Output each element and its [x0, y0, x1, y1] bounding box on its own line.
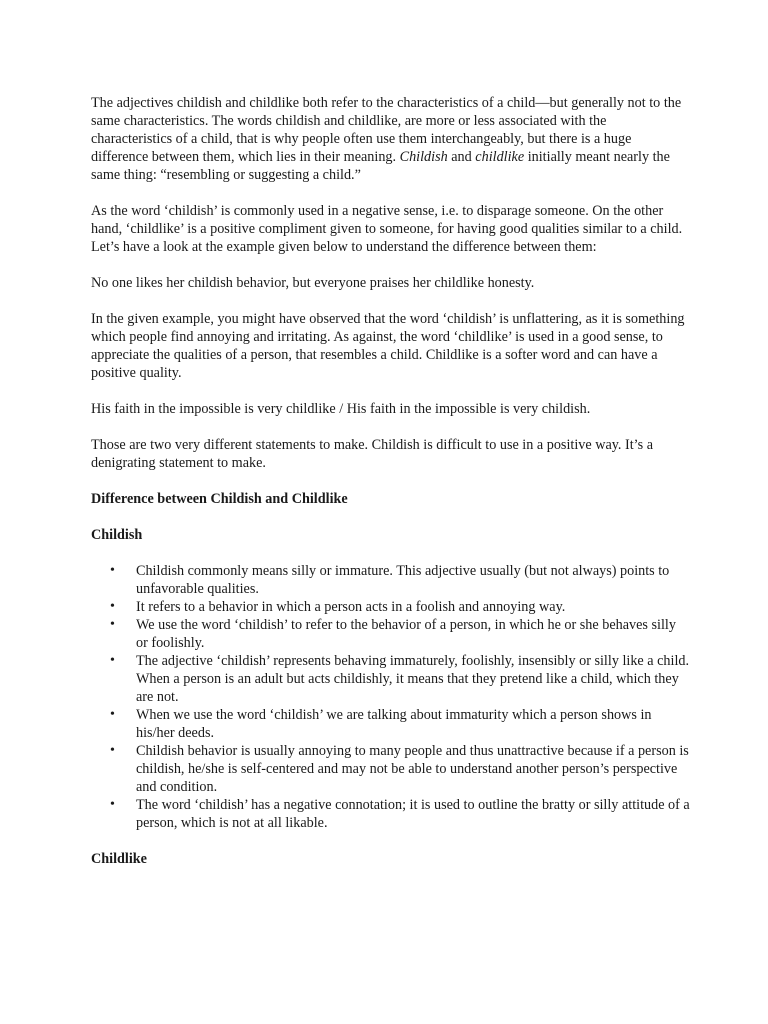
list-item [110, 616, 691, 652]
list-item [110, 652, 691, 706]
bullet-icon: • [110, 563, 115, 578]
intro-text-b: and [447, 149, 476, 165]
list-item [110, 742, 691, 796]
list-item-text: It refers to a behavior in which a person acts in a foolish and annoying way. [136, 599, 566, 615]
bullet-icon: • [110, 653, 115, 668]
list-item [110, 796, 691, 832]
faith-example-sentence: His faith in the impossible is very childlike / His faith in the impossible is very childish. [91, 401, 591, 417]
statement-paragraph: Those are two very different statements to make. Childish is difficult to use in a positive way. It’s a denigrating statement to make. [91, 437, 653, 471]
list-item-text: When we use the word ‘childish’ we are talking about immaturity which a person shows in his/her deeds. [136, 707, 652, 741]
explanation-paragraph: In the given example, you might have observed that the word ‘childish’ is unflattering, as it is something which people find annoying and irritating. As against, the word ‘childlike’ is used in a good sense, to appreciate the qualities of a person, that resembles a child. Childlike is a softer word and can have a positive quality. [91, 311, 685, 381]
bullet-icon: • [110, 743, 115, 758]
list-item-text: Childish behavior is usually annoying to many people and thus unattractive because if a person is childish, he/she is self-centered and may not be able to understand another person’s perspective and condition. [136, 743, 689, 795]
list-item-text: Childish commonly means silly or immature. This adjective usually (but not always) points to unfavorable qualities. [136, 563, 670, 597]
intro-text-c: initially meant nearly the same thing: “resembling or suggesting a child.” [91, 149, 670, 183]
bullet-icon: • [110, 797, 115, 812]
list-item [110, 562, 691, 598]
bullet-icon: • [110, 617, 115, 632]
usage-paragraph: As the word ‘childish’ is commonly used in a negative sense, i.e. to disparage someone. On the other hand, ‘childlike’ is a positive compliment given to someone, for having good qualities similar to a child. Let’s have a look at the example given below to understand the difference between them: [91, 203, 683, 255]
list-item [110, 598, 691, 616]
bullet-icon: • [110, 599, 115, 614]
list-item-text: We use the word ‘childish’ to refer to the behavior of a person, in which he or she behaves silly or foolishly. [136, 617, 676, 651]
document-body [91, 94, 691, 886]
intro-paragraph [91, 94, 691, 184]
difference-heading: Difference between Childish and Childlike [91, 491, 348, 507]
childish-heading: Childish [91, 527, 143, 543]
intro-emphasis-childish: Childish [399, 149, 448, 165]
bullet-icon: • [110, 707, 115, 722]
example-sentence: No one likes her childish behavior, but everyone praises her childlike honesty. [91, 275, 535, 291]
list-item-text: The adjective ‘childish’ represents behaving immaturely, foolishly, insensibly or silly like a child. When a person is an adult but acts childishly, it means that they pretend like a child, which they are not. [136, 653, 690, 705]
childish-bullet-list [91, 562, 691, 832]
intro-emphasis-childlike: childlike [475, 149, 525, 165]
list-item [110, 706, 691, 742]
list-item-text: The word ‘childish’ has a negative connotation; it is used to outline the bratty or silly attitude of a person, which is not at all likable. [136, 797, 690, 831]
childlike-heading: Childlike [91, 851, 147, 867]
intro-text-a: The adjectives childish and childlike both refer to the characteristics of a child—but generally not to the same characteristics. The words childish and childlike, are more or less associated with the characteristics of a child, that is why people often use them interchangeably, but there is a huge difference between them, which lies in their meaning. [91, 95, 682, 165]
